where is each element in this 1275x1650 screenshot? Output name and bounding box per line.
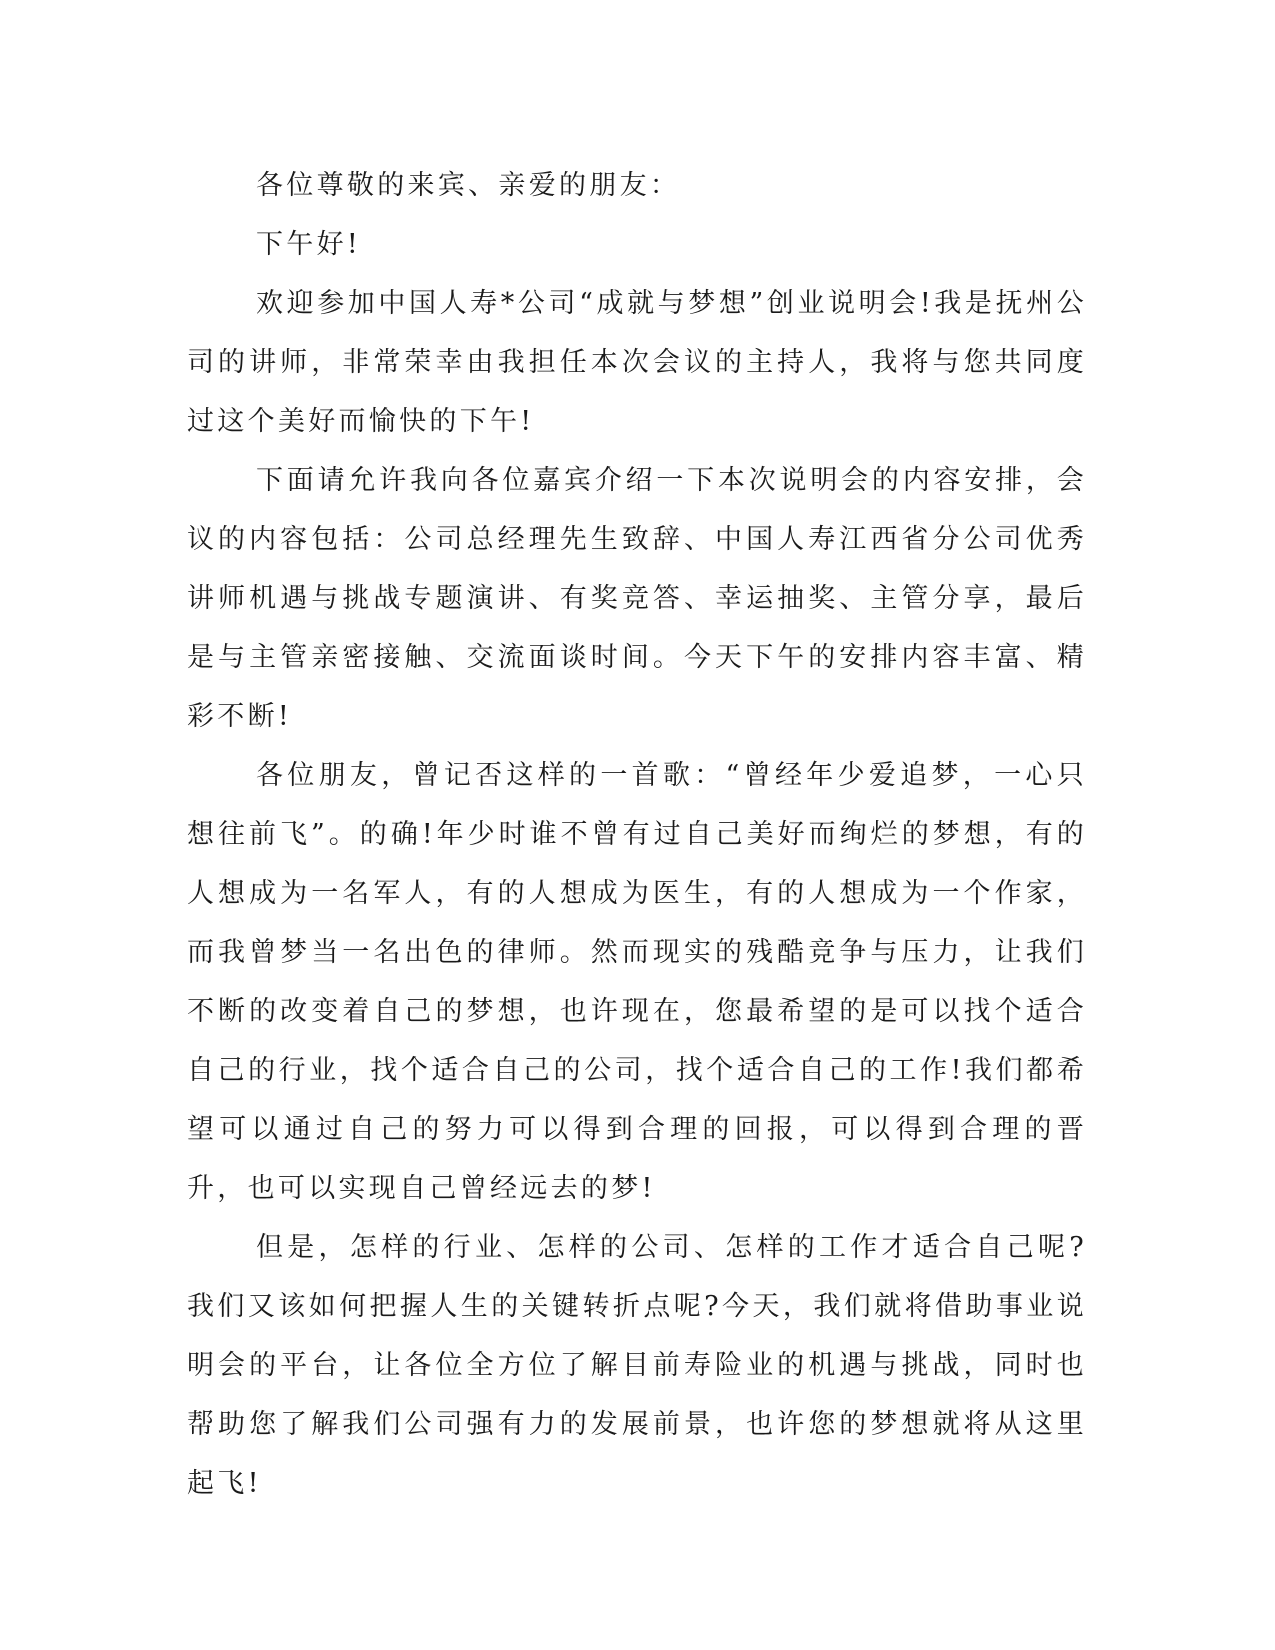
agenda-paragraph: 下面请允许我向各位嘉宾介绍一下本次说明会的内容安排，会议的内容包括：公司总经理先生致辞、中国人寿江西省分公司优秀讲师机遇与挑战专题演讲、有奖竞答、幸运抽奖、主管分享，最后是与主管亲密接触、交流面谈时间。今天下午的安排内容丰富、精彩不断! [187, 465, 1087, 732]
dream-paragraph: 各位朋友，曾记否这样的一首歌：“曾经年少爱追梦，一心只想往前飞”。的确!年少时谁不曾有过自己美好而绚烂的梦想，有的人想成为一名军人，有的人想成为医生，有的人想成为一个作家，而我曾梦当一名出色的律师。然而现实的残酷竞争与压力，让我们不断的改变着自己的梦想，也许现在，您最希望的是可以找个适合自己的行业，找个适合自己的公司，找个适合自己的工作!我们都希望可以通过自己的努力可以得到合理的回报，可以得到合理的晋升，也可以实现自己曾经远去的梦! [187, 760, 1087, 1204]
document-body [187, 156, 1087, 1513]
welcome-paragraph: 欢迎参加中国人寿*公司“成就与梦想”创业说明会!我是抚州公司的讲师，非常荣幸由我担任本次会议的主持人，我将与您共同度过这个美好而愉快的下午! [187, 288, 1087, 437]
greeting-paragraph: 下午好! [256, 229, 362, 260]
closing-paragraph: 但是，怎样的行业、怎样的公司、怎样的工作才适合自己呢?我们又该如何把握人生的关键转折点呢?今天，我们就将借助事业说明会的平台，让各位全方位了解目前寿险业的机遇与挑战，同时也帮助您了解我们公司强有力的发展前景，也许您的梦想就将从这里起飞! [187, 1232, 1087, 1499]
salutation-paragraph: 各位尊敬的来宾、亲爱的朋友： [256, 170, 681, 201]
